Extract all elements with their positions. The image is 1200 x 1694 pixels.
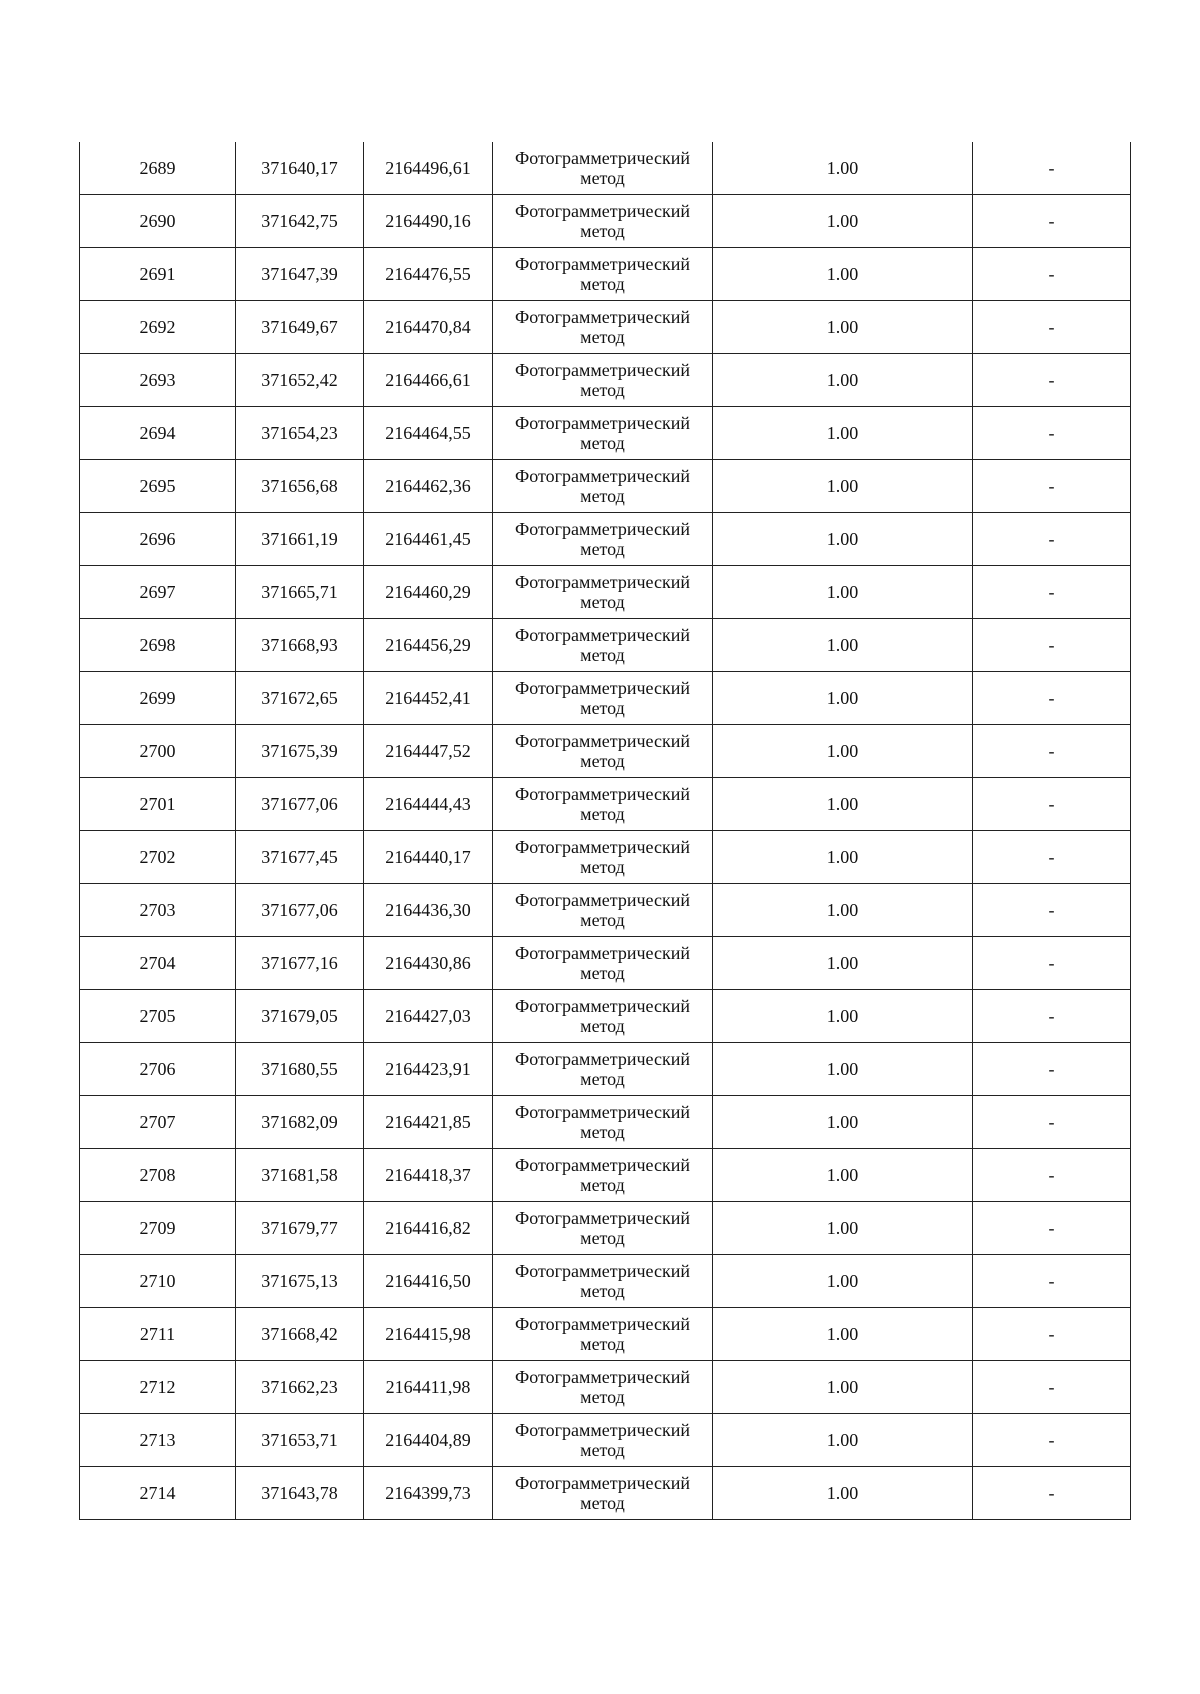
method-line-1: Фотограмметрический bbox=[515, 466, 690, 486]
y-coordinate-cell: 2164421,85 bbox=[364, 1096, 493, 1149]
method-line-2: метод bbox=[580, 1122, 625, 1142]
accuracy-cell: 1.00 bbox=[713, 354, 973, 407]
point-number-cell: 2710 bbox=[80, 1255, 236, 1308]
method-line-2: метод bbox=[580, 592, 625, 612]
table-row bbox=[80, 1202, 1131, 1255]
table-row bbox=[80, 1255, 1131, 1308]
y-coordinate-cell: 2164464,55 bbox=[364, 407, 493, 460]
point-number-cell: 2702 bbox=[80, 831, 236, 884]
method-line-1: Фотограмметрический bbox=[515, 1102, 690, 1122]
note-cell: - bbox=[973, 1149, 1131, 1202]
point-number-cell: 2705 bbox=[80, 990, 236, 1043]
x-coordinate-cell: 371677,45 bbox=[236, 831, 364, 884]
table-row bbox=[80, 672, 1131, 725]
note-cell: - bbox=[973, 1096, 1131, 1149]
method-line-1: Фотограмметрический bbox=[515, 837, 690, 857]
x-coordinate-cell: 371672,65 bbox=[236, 672, 364, 725]
y-coordinate-cell: 2164456,29 bbox=[364, 619, 493, 672]
point-number-cell: 2707 bbox=[80, 1096, 236, 1149]
method-line-1: Фотограмметрический bbox=[515, 943, 690, 963]
method-line-1: Фотограмметрический bbox=[515, 1314, 690, 1334]
table-row bbox=[80, 937, 1131, 990]
method-line-2: метод bbox=[580, 327, 625, 347]
method-line-1: Фотограмметрический bbox=[515, 890, 690, 910]
y-coordinate-cell: 2164427,03 bbox=[364, 990, 493, 1043]
y-coordinate-cell: 2164404,89 bbox=[364, 1414, 493, 1467]
coordinates-table-body bbox=[80, 142, 1131, 1520]
table-row bbox=[80, 990, 1131, 1043]
note-cell: - bbox=[973, 301, 1131, 354]
accuracy-cell: 1.00 bbox=[713, 1096, 973, 1149]
point-number-cell: 2706 bbox=[80, 1043, 236, 1096]
accuracy-cell: 1.00 bbox=[713, 1361, 973, 1414]
point-number-cell: 2701 bbox=[80, 778, 236, 831]
method-line-2: метод bbox=[580, 645, 625, 665]
method-cell bbox=[493, 672, 713, 725]
accuracy-cell: 1.00 bbox=[713, 778, 973, 831]
accuracy-cell: 1.00 bbox=[713, 619, 973, 672]
point-number-cell: 2695 bbox=[80, 460, 236, 513]
method-cell bbox=[493, 831, 713, 884]
y-coordinate-cell: 2164447,52 bbox=[364, 725, 493, 778]
table-row bbox=[80, 248, 1131, 301]
method-cell bbox=[493, 1043, 713, 1096]
y-coordinate-cell: 2164496,61 bbox=[364, 142, 493, 195]
x-coordinate-cell: 371647,39 bbox=[236, 248, 364, 301]
note-cell: - bbox=[973, 1414, 1131, 1467]
point-number-cell: 2696 bbox=[80, 513, 236, 566]
x-coordinate-cell: 371668,42 bbox=[236, 1308, 364, 1361]
x-coordinate-cell: 371643,78 bbox=[236, 1467, 364, 1520]
method-line-1: Фотограмметрический bbox=[515, 1420, 690, 1440]
point-number-cell: 2690 bbox=[80, 195, 236, 248]
method-cell bbox=[493, 1255, 713, 1308]
note-cell: - bbox=[973, 248, 1131, 301]
point-number-cell: 2711 bbox=[80, 1308, 236, 1361]
point-number-cell: 2708 bbox=[80, 1149, 236, 1202]
method-line-1: Фотограмметрический bbox=[515, 1155, 690, 1175]
point-number-cell: 2689 bbox=[80, 142, 236, 195]
x-coordinate-cell: 371665,71 bbox=[236, 566, 364, 619]
accuracy-cell: 1.00 bbox=[713, 195, 973, 248]
accuracy-cell: 1.00 bbox=[713, 725, 973, 778]
x-coordinate-cell: 371682,09 bbox=[236, 1096, 364, 1149]
table-row bbox=[80, 884, 1131, 937]
y-coordinate-cell: 2164452,41 bbox=[364, 672, 493, 725]
note-cell: - bbox=[973, 1308, 1131, 1361]
point-number-cell: 2698 bbox=[80, 619, 236, 672]
point-number-cell: 2691 bbox=[80, 248, 236, 301]
note-cell: - bbox=[973, 354, 1131, 407]
x-coordinate-cell: 371656,68 bbox=[236, 460, 364, 513]
x-coordinate-cell: 371653,71 bbox=[236, 1414, 364, 1467]
note-cell: - bbox=[973, 619, 1131, 672]
point-number-cell: 2714 bbox=[80, 1467, 236, 1520]
y-coordinate-cell: 2164476,55 bbox=[364, 248, 493, 301]
note-cell: - bbox=[973, 831, 1131, 884]
note-cell: - bbox=[973, 513, 1131, 566]
method-cell bbox=[493, 460, 713, 513]
method-cell bbox=[493, 1308, 713, 1361]
x-coordinate-cell: 371652,42 bbox=[236, 354, 364, 407]
method-line-1: Фотограмметрический bbox=[515, 1208, 690, 1228]
note-cell: - bbox=[973, 725, 1131, 778]
point-number-cell: 2694 bbox=[80, 407, 236, 460]
table-row bbox=[80, 566, 1131, 619]
method-line-2: метод bbox=[580, 963, 625, 983]
point-number-cell: 2697 bbox=[80, 566, 236, 619]
x-coordinate-cell: 371677,16 bbox=[236, 937, 364, 990]
method-line-2: метод bbox=[580, 168, 625, 188]
point-number-cell: 2693 bbox=[80, 354, 236, 407]
x-coordinate-cell: 371661,19 bbox=[236, 513, 364, 566]
note-cell: - bbox=[973, 407, 1131, 460]
y-coordinate-cell: 2164490,16 bbox=[364, 195, 493, 248]
accuracy-cell: 1.00 bbox=[713, 1149, 973, 1202]
note-cell: - bbox=[973, 195, 1131, 248]
y-coordinate-cell: 2164440,17 bbox=[364, 831, 493, 884]
method-line-2: метод bbox=[580, 1016, 625, 1036]
note-cell: - bbox=[973, 460, 1131, 513]
method-line-1: Фотограмметрический bbox=[515, 1049, 690, 1069]
method-cell bbox=[493, 566, 713, 619]
note-cell: - bbox=[973, 1043, 1131, 1096]
method-line-2: метод bbox=[580, 380, 625, 400]
table-row bbox=[80, 1361, 1131, 1414]
method-line-1: Фотограмметрический bbox=[515, 1473, 690, 1493]
table-row bbox=[80, 407, 1131, 460]
table-row bbox=[80, 619, 1131, 672]
note-cell: - bbox=[973, 1255, 1131, 1308]
method-line-1: Фотограмметрический bbox=[515, 148, 690, 168]
method-cell bbox=[493, 1467, 713, 1520]
method-line-1: Фотограмметрический bbox=[515, 413, 690, 433]
method-line-2: метод bbox=[580, 1387, 625, 1407]
y-coordinate-cell: 2164470,84 bbox=[364, 301, 493, 354]
accuracy-cell: 1.00 bbox=[713, 142, 973, 195]
method-line-2: метод bbox=[580, 1069, 625, 1089]
table-row bbox=[80, 831, 1131, 884]
accuracy-cell: 1.00 bbox=[713, 1308, 973, 1361]
table-row bbox=[80, 354, 1131, 407]
y-coordinate-cell: 2164415,98 bbox=[364, 1308, 493, 1361]
method-line-1: Фотограмметрический bbox=[515, 519, 690, 539]
method-cell bbox=[493, 195, 713, 248]
x-coordinate-cell: 371679,05 bbox=[236, 990, 364, 1043]
method-line-2: метод bbox=[580, 539, 625, 559]
y-coordinate-cell: 2164436,30 bbox=[364, 884, 493, 937]
accuracy-cell: 1.00 bbox=[713, 1467, 973, 1520]
method-cell bbox=[493, 1096, 713, 1149]
method-line-2: метод bbox=[580, 1175, 625, 1195]
x-coordinate-cell: 371649,67 bbox=[236, 301, 364, 354]
note-cell: - bbox=[973, 1361, 1131, 1414]
accuracy-cell: 1.00 bbox=[713, 990, 973, 1043]
method-line-1: Фотограмметрический bbox=[515, 784, 690, 804]
method-line-1: Фотограмметрический bbox=[515, 996, 690, 1016]
table-row bbox=[80, 142, 1131, 195]
method-cell bbox=[493, 725, 713, 778]
point-number-cell: 2692 bbox=[80, 301, 236, 354]
x-coordinate-cell: 371668,93 bbox=[236, 619, 364, 672]
point-number-cell: 2699 bbox=[80, 672, 236, 725]
note-cell: - bbox=[973, 142, 1131, 195]
y-coordinate-cell: 2164416,50 bbox=[364, 1255, 493, 1308]
method-line-1: Фотограмметрический bbox=[515, 625, 690, 645]
method-line-1: Фотограмметрический bbox=[515, 254, 690, 274]
method-line-2: метод bbox=[580, 1493, 625, 1513]
x-coordinate-cell: 371677,06 bbox=[236, 778, 364, 831]
note-cell: - bbox=[973, 672, 1131, 725]
x-coordinate-cell: 371662,23 bbox=[236, 1361, 364, 1414]
method-cell bbox=[493, 1149, 713, 1202]
point-number-cell: 2712 bbox=[80, 1361, 236, 1414]
y-coordinate-cell: 2164411,98 bbox=[364, 1361, 493, 1414]
y-coordinate-cell: 2164461,45 bbox=[364, 513, 493, 566]
y-coordinate-cell: 2164423,91 bbox=[364, 1043, 493, 1096]
method-line-2: метод bbox=[580, 804, 625, 824]
method-cell bbox=[493, 937, 713, 990]
point-number-cell: 2703 bbox=[80, 884, 236, 937]
table-row bbox=[80, 778, 1131, 831]
note-cell: - bbox=[973, 566, 1131, 619]
accuracy-cell: 1.00 bbox=[713, 566, 973, 619]
method-line-1: Фотограмметрический bbox=[515, 1261, 690, 1281]
accuracy-cell: 1.00 bbox=[713, 672, 973, 725]
x-coordinate-cell: 371681,58 bbox=[236, 1149, 364, 1202]
table-row bbox=[80, 301, 1131, 354]
y-coordinate-cell: 2164418,37 bbox=[364, 1149, 493, 1202]
x-coordinate-cell: 371680,55 bbox=[236, 1043, 364, 1096]
x-coordinate-cell: 371640,17 bbox=[236, 142, 364, 195]
accuracy-cell: 1.00 bbox=[713, 1255, 973, 1308]
accuracy-cell: 1.00 bbox=[713, 248, 973, 301]
y-coordinate-cell: 2164466,61 bbox=[364, 354, 493, 407]
y-coordinate-cell: 2164416,82 bbox=[364, 1202, 493, 1255]
method-cell bbox=[493, 513, 713, 566]
method-line-2: метод bbox=[580, 1281, 625, 1301]
note-cell: - bbox=[973, 990, 1131, 1043]
x-coordinate-cell: 371642,75 bbox=[236, 195, 364, 248]
x-coordinate-cell: 371675,13 bbox=[236, 1255, 364, 1308]
method-cell bbox=[493, 407, 713, 460]
note-cell: - bbox=[973, 1202, 1131, 1255]
method-cell bbox=[493, 778, 713, 831]
accuracy-cell: 1.00 bbox=[713, 884, 973, 937]
accuracy-cell: 1.00 bbox=[713, 831, 973, 884]
table-row bbox=[80, 1149, 1131, 1202]
note-cell: - bbox=[973, 778, 1131, 831]
method-line-1: Фотограмметрический bbox=[515, 731, 690, 751]
note-cell: - bbox=[973, 1467, 1131, 1520]
method-cell bbox=[493, 1202, 713, 1255]
accuracy-cell: 1.00 bbox=[713, 1414, 973, 1467]
y-coordinate-cell: 2164444,43 bbox=[364, 778, 493, 831]
table-row bbox=[80, 1467, 1131, 1520]
table-row bbox=[80, 1043, 1131, 1096]
method-line-2: метод bbox=[580, 1440, 625, 1460]
method-line-2: метод bbox=[580, 274, 625, 294]
method-line-2: метод bbox=[580, 751, 625, 771]
method-cell bbox=[493, 619, 713, 672]
table-row bbox=[80, 460, 1131, 513]
table-row bbox=[80, 1308, 1131, 1361]
note-cell: - bbox=[973, 884, 1131, 937]
method-line-1: Фотограмметрический bbox=[515, 678, 690, 698]
method-line-1: Фотограмметрический bbox=[515, 360, 690, 380]
method-cell bbox=[493, 248, 713, 301]
method-cell bbox=[493, 990, 713, 1043]
method-cell bbox=[493, 1414, 713, 1467]
x-coordinate-cell: 371654,23 bbox=[236, 407, 364, 460]
method-line-2: метод bbox=[580, 1228, 625, 1248]
table-row bbox=[80, 1096, 1131, 1149]
accuracy-cell: 1.00 bbox=[713, 407, 973, 460]
method-line-2: метод bbox=[580, 698, 625, 718]
table-row bbox=[80, 195, 1131, 248]
method-line-2: метод bbox=[580, 433, 625, 453]
method-cell bbox=[493, 354, 713, 407]
method-cell bbox=[493, 142, 713, 195]
y-coordinate-cell: 2164399,73 bbox=[364, 1467, 493, 1520]
accuracy-cell: 1.00 bbox=[713, 937, 973, 990]
method-line-2: метод bbox=[580, 910, 625, 930]
x-coordinate-cell: 371679,77 bbox=[236, 1202, 364, 1255]
y-coordinate-cell: 2164430,86 bbox=[364, 937, 493, 990]
method-line-2: метод bbox=[580, 221, 625, 241]
y-coordinate-cell: 2164460,29 bbox=[364, 566, 493, 619]
method-line-1: Фотограмметрический bbox=[515, 201, 690, 221]
method-line-1: Фотограмметрический bbox=[515, 572, 690, 592]
method-cell bbox=[493, 1361, 713, 1414]
x-coordinate-cell: 371677,06 bbox=[236, 884, 364, 937]
method-cell bbox=[493, 884, 713, 937]
accuracy-cell: 1.00 bbox=[713, 1043, 973, 1096]
method-line-1: Фотограмметрический bbox=[515, 1367, 690, 1387]
method-line-2: метод bbox=[580, 486, 625, 506]
point-number-cell: 2709 bbox=[80, 1202, 236, 1255]
point-number-cell: 2713 bbox=[80, 1414, 236, 1467]
table-row bbox=[80, 513, 1131, 566]
table-row bbox=[80, 1414, 1131, 1467]
x-coordinate-cell: 371675,39 bbox=[236, 725, 364, 778]
y-coordinate-cell: 2164462,36 bbox=[364, 460, 493, 513]
accuracy-cell: 1.00 bbox=[713, 1202, 973, 1255]
method-cell bbox=[493, 301, 713, 354]
accuracy-cell: 1.00 bbox=[713, 460, 973, 513]
coordinates-table bbox=[79, 142, 1131, 1520]
point-number-cell: 2704 bbox=[80, 937, 236, 990]
method-line-2: метод bbox=[580, 857, 625, 877]
method-line-1: Фотограмметрический bbox=[515, 307, 690, 327]
method-line-2: метод bbox=[580, 1334, 625, 1354]
point-number-cell: 2700 bbox=[80, 725, 236, 778]
accuracy-cell: 1.00 bbox=[713, 513, 973, 566]
note-cell: - bbox=[973, 937, 1131, 990]
table-row bbox=[80, 725, 1131, 778]
accuracy-cell: 1.00 bbox=[713, 301, 973, 354]
